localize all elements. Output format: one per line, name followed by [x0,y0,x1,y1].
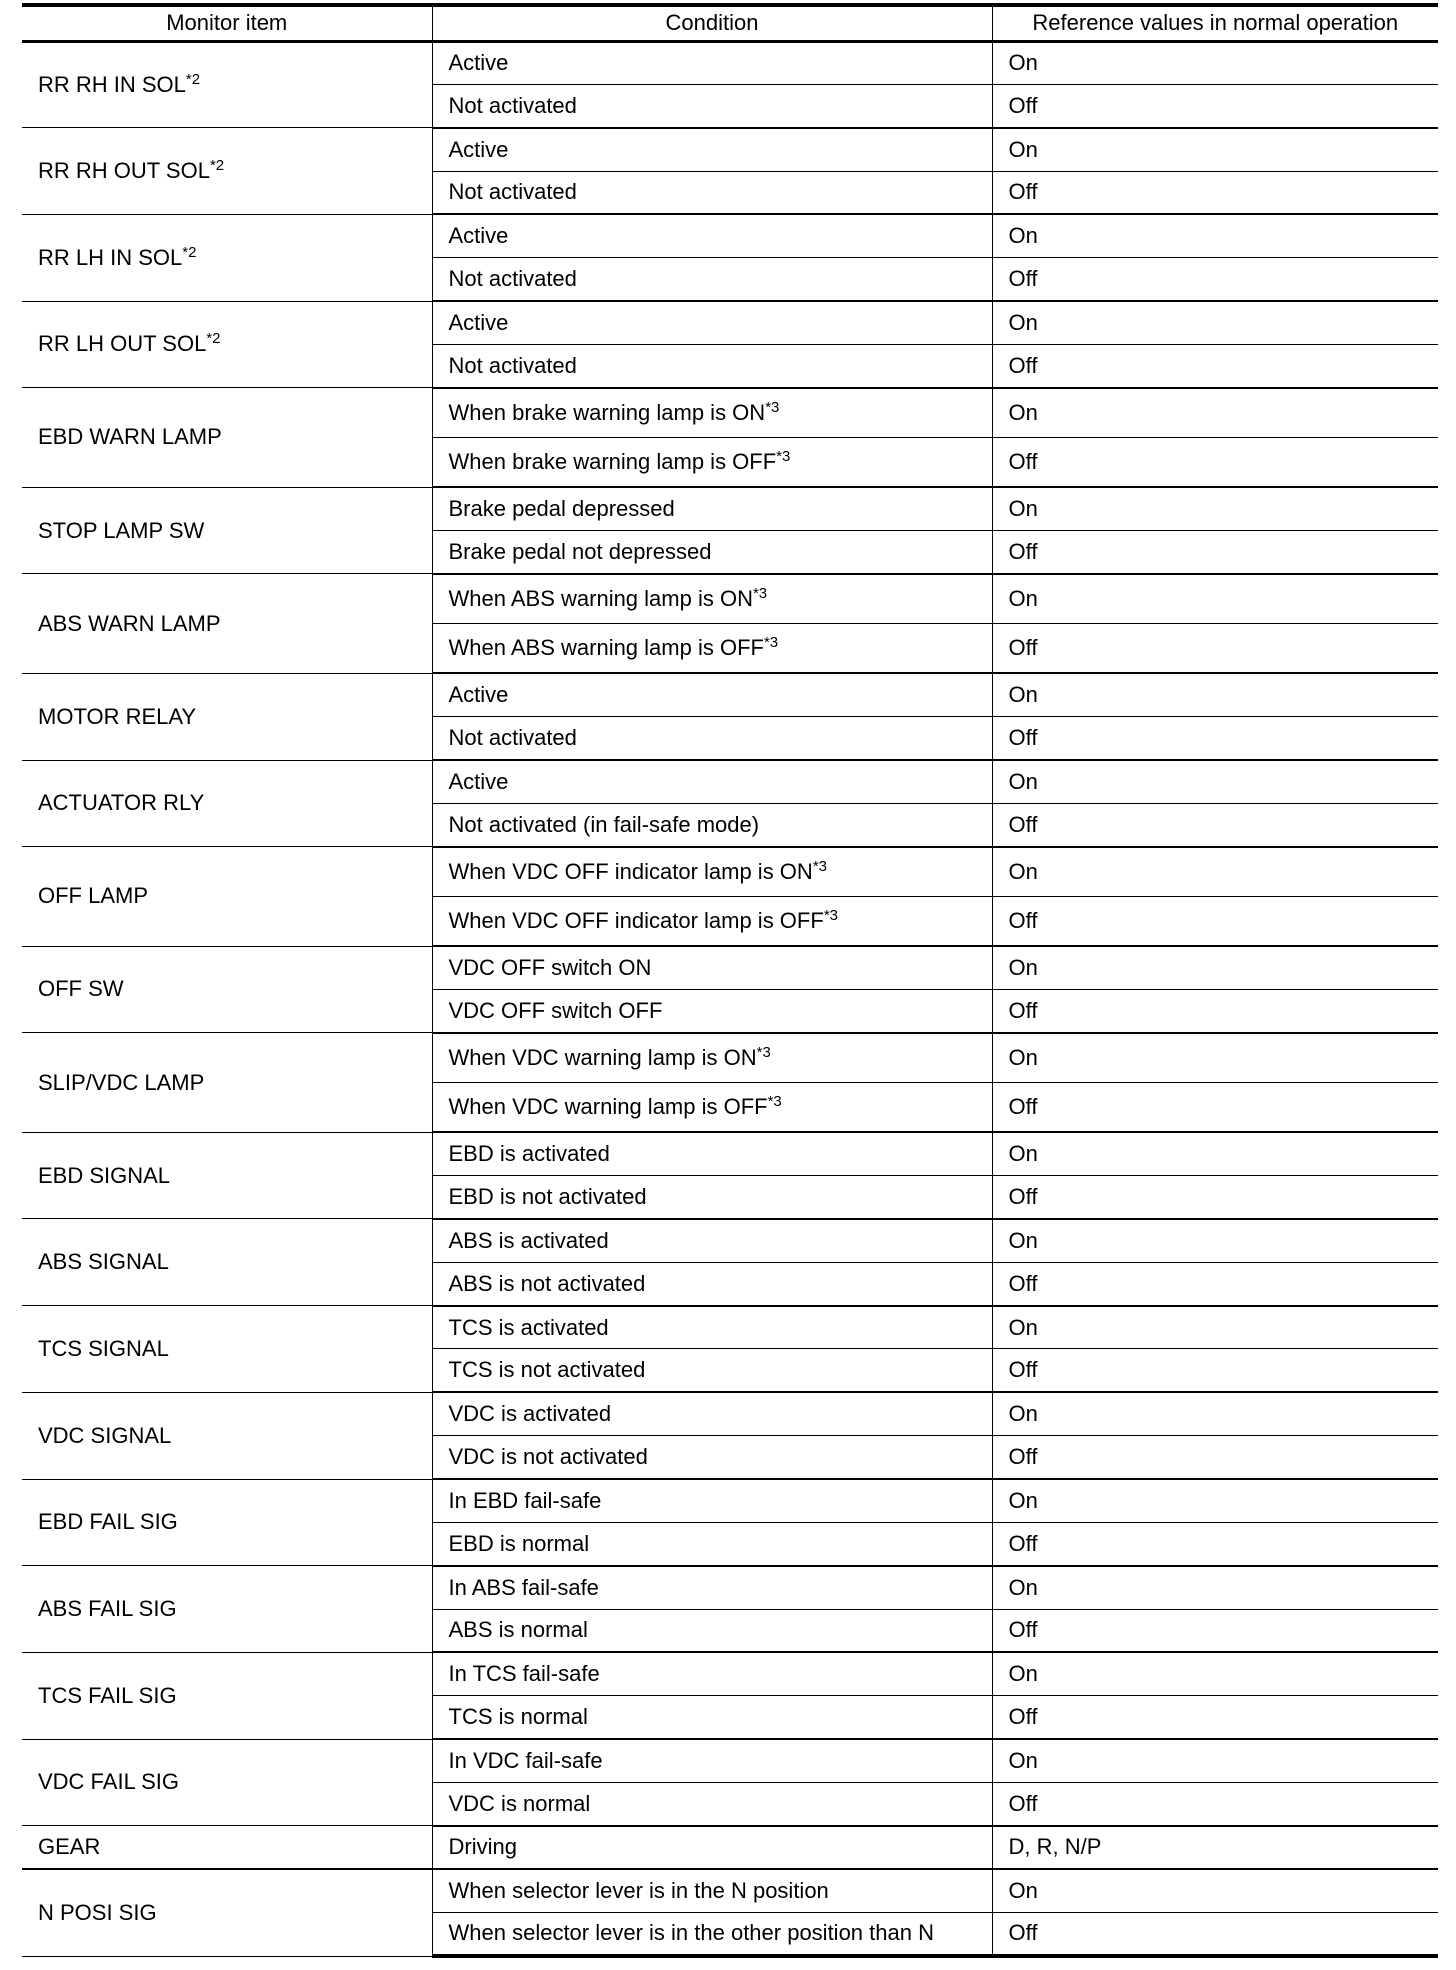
monitor-item-table [22,3,1438,1958]
reference-value-cell: Off [992,84,1438,127]
condition-cell [432,1132,992,1175]
condition-text: When ABS warning lamp is OFF [448,635,764,661]
condition-cell [432,437,992,487]
table-row [22,673,1438,716]
condition-cell [432,624,992,674]
table-row [22,574,1438,624]
condition-text: EBD is normal [448,1530,590,1556]
reference-value-cell: On [992,487,1438,530]
reference-value-cell: On [992,574,1438,624]
condition-cell [432,1306,992,1349]
monitor-item-cell [22,1033,432,1132]
monitor-item-label: SLIP/VDC LAMP [38,1069,205,1095]
footnote-marker: *3 [823,907,838,925]
condition-cell [432,1392,992,1435]
condition-cell [432,946,992,989]
condition-text: In EBD fail-safe [448,1487,602,1513]
monitor-item-label: EBD WARN LAMP [38,424,222,450]
reference-value-cell: On [992,1033,1438,1083]
reference-value-cell: D, R, N/P [992,1826,1438,1869]
condition-text: Active [448,682,509,708]
footnote-marker: *3 [763,634,779,652]
condition-cell [432,1479,992,1522]
monitor-item-cell [22,1479,432,1566]
table-row [22,1306,1438,1349]
condition-cell [432,803,992,846]
monitor-item-cell [22,673,432,760]
reference-value-cell: Off [992,531,1438,574]
monitor-item-label: ACTUATOR RLY [38,790,205,816]
condition-cell [432,1869,992,1912]
reference-value-cell: Off [992,1349,1438,1392]
monitor-item-label: OFF LAMP [38,883,149,909]
condition-text: ABS is not activated [448,1270,646,1296]
condition-cell [432,258,992,301]
monitor-item-cell [22,847,432,946]
condition-cell [432,1033,992,1083]
reference-value-cell: On [992,1566,1438,1609]
condition-cell [432,1782,992,1825]
monitor-item-label: RR LH IN SOL [38,244,183,270]
condition-text: When VDC warning lamp is OFF [448,1094,768,1120]
condition-text: Driving [448,1834,517,1860]
reference-value-cell: Off [992,717,1438,760]
table-row [22,1739,1438,1782]
condition-text: VDC OFF switch OFF [448,997,663,1023]
footnote-marker: *2 [209,157,225,175]
condition-text: In ABS fail-safe [448,1574,599,1600]
reference-value-cell: On [992,1479,1438,1522]
reference-value-cell: On [992,673,1438,716]
condition-text: VDC OFF switch ON [448,955,652,981]
reference-value-cell: Off [992,437,1438,487]
table-row [22,1392,1438,1435]
condition-cell [432,487,992,530]
monitor-item-cell [22,1306,432,1393]
monitor-item-cell [22,1869,432,1956]
condition-cell [432,1826,992,1869]
condition-text: VDC is activated [448,1401,612,1427]
condition-text: ABS is activated [448,1227,609,1253]
table-row [22,1652,1438,1695]
condition-text: ABS is normal [448,1617,588,1643]
condition-text: When VDC OFF indicator lamp is ON [448,858,813,884]
monitor-item-cell [22,1739,432,1826]
monitor-item-cell [22,128,432,215]
monitor-item-cell [22,1392,432,1479]
condition-text: TCS is not activated [448,1357,646,1383]
monitor-item-cell [22,301,432,388]
reference-value-cell: On [992,760,1438,803]
monitor-item-cell [22,487,432,574]
footnote-marker: *3 [812,857,827,875]
monitor-item-label: GEAR [38,1834,101,1860]
condition-cell [432,214,992,257]
condition-text: When selector lever is in the other position than N [448,1920,934,1946]
condition-cell [432,1912,992,1956]
condition-cell [432,1522,992,1565]
monitor-item-cell [22,388,432,487]
condition-cell [432,1436,992,1479]
footnote-marker: *3 [776,448,791,466]
reference-value-cell: On [992,1392,1438,1435]
table-row [22,1826,1438,1869]
condition-cell [432,1739,992,1782]
condition-text: Brake pedal depressed [448,496,675,522]
condition-cell [432,171,992,214]
monitor-item-label: EBD SIGNAL [38,1162,171,1188]
reference-value-cell: Off [992,896,1438,946]
condition-text: Active [448,768,509,794]
reference-value-cell: Off [992,1522,1438,1565]
reference-value-cell: Off [992,1609,1438,1652]
condition-text: Not activated [448,352,577,378]
condition-cell [432,760,992,803]
monitor-item-cell [22,946,432,1033]
monitor-item-label: VDC FAIL SIG [38,1769,180,1795]
monitor-item-label: EBD FAIL SIG [38,1509,178,1535]
reference-value-cell: On [992,1652,1438,1695]
table-row [22,1869,1438,1912]
table-row [22,1132,1438,1175]
condition-cell [432,1349,992,1392]
condition-text: EBD is activated [448,1141,610,1167]
condition-cell [432,673,992,716]
condition-text: EBD is not activated [448,1184,647,1210]
reference-value-cell: Off [992,1912,1438,1956]
monitor-item-label: TCS SIGNAL [38,1335,169,1361]
monitor-item-label: TCS FAIL SIG [38,1682,177,1708]
condition-text: TCS is normal [448,1704,588,1730]
reference-value-cell: On [992,1132,1438,1175]
condition-text: When brake warning lamp is OFF [448,449,777,475]
reference-value-cell: Off [992,1083,1438,1133]
monitor-item-cell [22,214,432,301]
condition-cell [432,301,992,344]
table-row [22,1033,1438,1083]
condition-cell [432,1262,992,1305]
condition-text: Active [448,50,509,76]
condition-text: Brake pedal not depressed [448,538,712,564]
reference-value-cell: On [992,1869,1438,1912]
condition-cell [432,388,992,438]
condition-text: Not activated [448,179,577,205]
condition-text: Not activated [448,92,577,118]
reference-value-cell: On [992,214,1438,257]
reference-value-cell: Off [992,1696,1438,1739]
condition-cell [432,847,992,897]
monitor-item-cell [22,760,432,847]
condition-cell [432,717,992,760]
condition-text: When ABS warning lamp is ON [448,585,753,611]
reference-value-cell: Off [992,624,1438,674]
table-header-row [22,5,1438,41]
condition-text: Not activated [448,266,577,292]
table-row [22,41,1438,84]
condition-cell [432,1652,992,1695]
header-condition: Condition [432,5,992,41]
footnote-marker: *3 [765,398,780,416]
condition-cell [432,41,992,84]
condition-text: Not activated (in fail-safe mode) [448,811,760,837]
reference-value-cell: Off [992,1176,1438,1219]
monitor-item-label: N POSI SIG [38,1899,157,1925]
monitor-item-label: RR RH OUT SOL [38,158,210,184]
reference-value-cell: On [992,1306,1438,1349]
condition-cell [432,1696,992,1739]
reference-value-cell: Off [992,258,1438,301]
condition-text: Active [448,309,509,335]
condition-text: VDC is not activated [448,1444,648,1470]
reference-value-cell: Off [992,803,1438,846]
reference-value-cell: On [992,301,1438,344]
condition-cell [432,1609,992,1652]
reference-value-cell: On [992,946,1438,989]
condition-text: Active [448,223,509,249]
condition-cell [432,1219,992,1262]
table-row [22,388,1438,438]
table-row [22,1479,1438,1522]
condition-text: VDC is normal [448,1790,591,1816]
monitor-item-cell [22,1652,432,1739]
condition-cell [432,128,992,171]
reference-value-cell: Off [992,344,1438,387]
header-reference-values: Reference values in normal operation [992,5,1438,41]
monitor-item-cell [22,574,432,673]
reference-value-cell: On [992,388,1438,438]
monitor-item-cell [22,41,432,128]
condition-text: When VDC OFF indicator lamp is OFF [448,908,824,934]
monitor-item-label: RR RH IN SOL [38,71,186,97]
footnote-marker: *3 [767,1093,782,1111]
monitor-item-cell [22,1219,432,1306]
table-row [22,847,1438,897]
monitor-item-label: ABS WARN LAMP [38,610,221,636]
table-row [22,128,1438,171]
condition-text: In TCS fail-safe [448,1661,600,1687]
table-row [22,946,1438,989]
monitor-item-label: OFF SW [38,976,124,1002]
condition-cell [432,989,992,1032]
reference-value-cell: Off [992,1436,1438,1479]
reference-value-cell: On [992,41,1438,84]
condition-cell [432,896,992,946]
table-row [22,214,1438,257]
reference-value-cell: Off [992,989,1438,1032]
table-row [22,301,1438,344]
monitor-item-label: RR LH OUT SOL [38,331,207,357]
table-row [22,487,1438,530]
footnote-marker: *3 [752,584,768,602]
table-row [22,1219,1438,1262]
condition-cell [432,1083,992,1133]
reference-value-cell: On [992,1739,1438,1782]
reference-value-cell: Off [992,1782,1438,1825]
monitor-item-cell [22,1826,432,1869]
header-monitor-item: Monitor item [22,5,432,41]
condition-cell [432,344,992,387]
monitor-item-label: MOTOR RELAY [38,703,197,729]
condition-cell [432,84,992,127]
reference-value-cell: On [992,128,1438,171]
monitor-item-label: ABS SIGNAL [38,1249,169,1275]
condition-cell [432,531,992,574]
condition-text: Not activated [448,725,577,751]
reference-value-cell: On [992,1219,1438,1262]
condition-text: When brake warning lamp is ON [448,399,766,425]
monitor-item-label: VDC SIGNAL [38,1422,172,1448]
reference-value-cell: On [992,847,1438,897]
condition-cell [432,574,992,624]
footnote-marker: *3 [756,1043,771,1061]
reference-value-cell: Off [992,1262,1438,1305]
monitor-item-label: STOP LAMP SW [38,517,205,543]
monitor-item-cell [22,1132,432,1219]
condition-text: Active [448,136,509,162]
condition-cell [432,1176,992,1219]
monitor-item-label: ABS FAIL SIG [38,1596,177,1622]
table-body [22,41,1438,1956]
condition-text: When VDC warning lamp is ON [448,1044,757,1070]
table-row [22,760,1438,803]
footnote-marker: *2 [206,330,221,348]
condition-text: When selector lever is in the N position [448,1878,829,1904]
footnote-marker: *2 [182,243,197,261]
reference-value-cell: Off [992,171,1438,214]
table-row [22,1566,1438,1609]
condition-text: In VDC fail-safe [448,1747,603,1773]
monitor-item-cell [22,1566,432,1653]
footnote-marker: *2 [185,70,201,88]
condition-cell [432,1566,992,1609]
condition-text: TCS is activated [448,1314,609,1340]
